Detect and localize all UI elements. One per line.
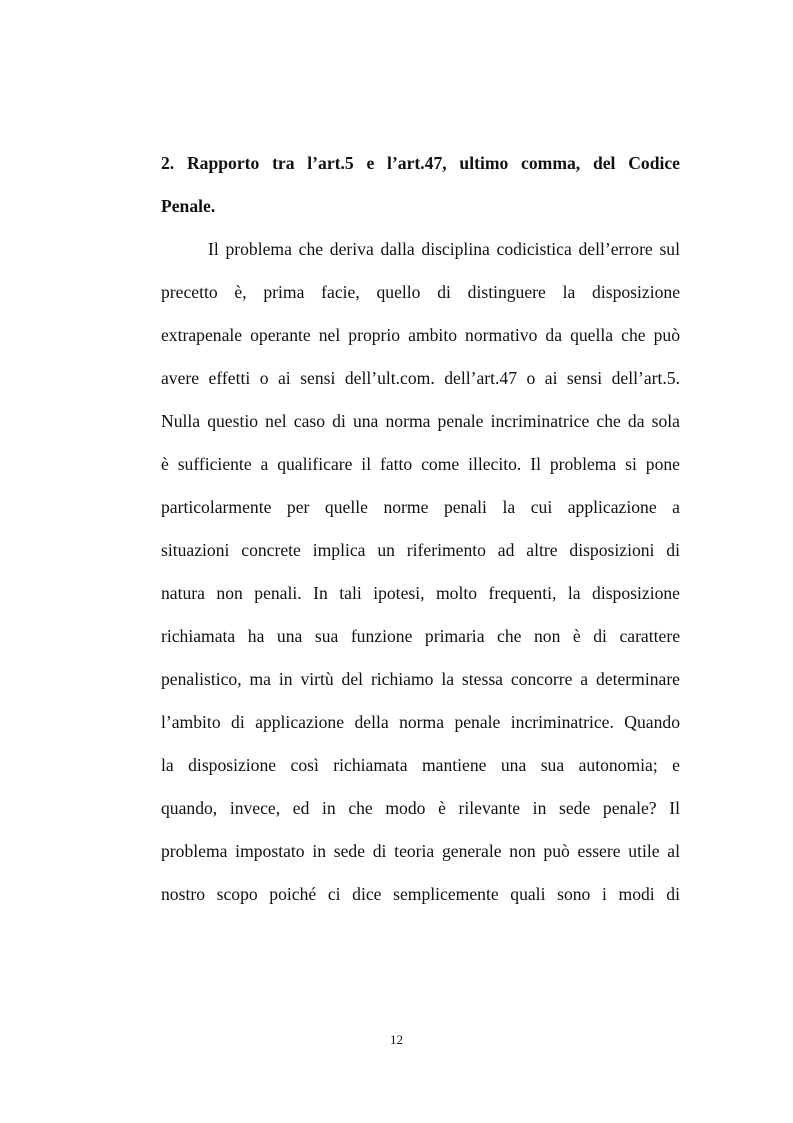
paragraph-line: Il problema che deriva dalla disciplina codicistica dell’errore sul	[208, 239, 680, 259]
heading-line: Penale.	[161, 196, 216, 216]
section-heading	[161, 142, 680, 228]
paragraph-line: Nulla questio nel caso di una norma penale incriminatrice che da sola	[161, 411, 680, 431]
paragraph-line: l’ambito di applicazione della norma penale incriminatrice. Quando	[161, 712, 680, 732]
body-paragraph	[161, 228, 680, 916]
page-body	[161, 142, 680, 916]
paragraph-line: avere effetti o ai sensi dell’ult.com. dell’art.47 o ai sensi dell’art.5.	[161, 368, 680, 388]
paragraph-line: problema impostato in sede di teoria generale non può essere utile al	[161, 841, 680, 861]
paragraph-line: penalistico, ma in virtù del richiamo la stessa concorre a determinare	[161, 669, 680, 689]
paragraph-line: situazioni concrete implica un riferimento ad altre disposizioni di	[161, 540, 680, 560]
paragraph-line: nostro scopo poiché ci dice semplicemente quali sono i modi di	[161, 884, 680, 904]
heading-line: 2. Rapporto tra l’art.5 e l’art.47, ultimo comma, del Codice	[161, 153, 680, 173]
paragraph-line: natura non penali. In tali ipotesi, molto frequenti, la disposizione	[161, 583, 680, 603]
paragraph-line: extrapenale operante nel proprio ambito normativo da quella che può	[161, 325, 680, 345]
paragraph-line: la disposizione così richiamata mantiene una sua autonomia; e	[161, 755, 680, 775]
paragraph-line: precetto è, prima facie, quello di distinguere la disposizione	[161, 282, 680, 302]
page-number: 12	[390, 1032, 403, 1047]
paragraph-line: particolarmente per quelle norme penali la cui applicazione a	[161, 497, 680, 517]
paragraph-line: richiamata ha una sua funzione primaria che non è di carattere	[161, 626, 680, 646]
paragraph-line: è sufficiente a qualificare il fatto come illecito. Il problema si pone	[161, 454, 680, 474]
paragraph-line: quando, invece, ed in che modo è rilevante in sede penale? Il	[161, 798, 680, 818]
